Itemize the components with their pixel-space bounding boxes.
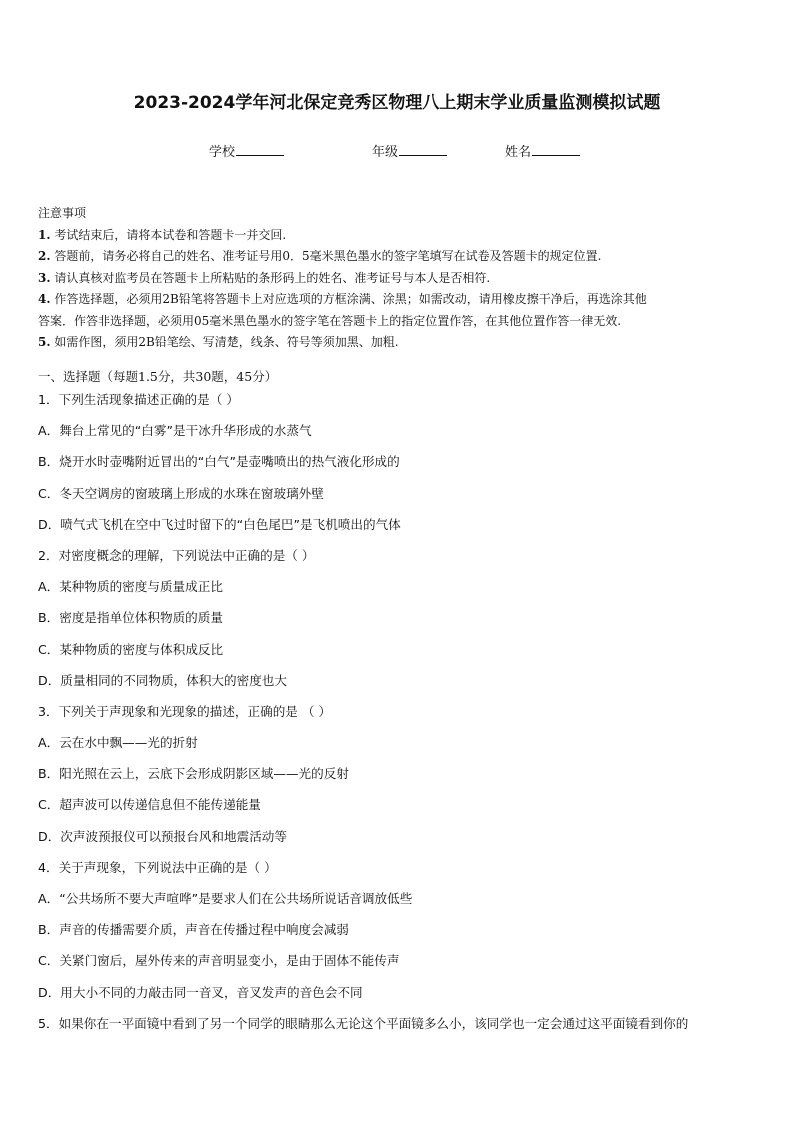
section-title: 一、选择题（每题1.5分，共30题，45分） <box>38 369 278 384</box>
option-a: A．云在水中飘——光的折射 <box>38 735 198 751</box>
option-d: D．用大小不同的力敲击同一音叉，音叉发声的音色会不同 <box>38 984 363 1000</box>
school-blank <box>236 143 284 156</box>
option-b: B．密度是指单位体积物质的质量 <box>38 610 223 626</box>
question-stem: 5．如果你在一平面镜中看到了另一个同学的眼睛那么无论这个平面镜多么小，该同学也一定会通过这平面镜看到你的 <box>38 1015 689 1031</box>
grade-field <box>372 141 447 160</box>
notice-item-4: 4. 作答选择题，必须用2B铅笔将答题卡上对应选项的方框涂满、涂黑；如需改动，请用橡皮擦干净后，再选涂其他 <box>38 292 647 306</box>
questions-section <box>38 367 760 1045</box>
name-field <box>505 141 580 160</box>
question-stem: 1．下列生活现象描述正确的是（ ） <box>38 392 239 407</box>
question-stem: 4．关于声现象，下列说法中正确的是（ ） <box>38 859 277 875</box>
grade-blank <box>399 143 447 156</box>
option-a: A．舞台上常见的“白雾”是干冰升华形成的水蒸气 <box>38 423 312 439</box>
option-a: A．某种物质的密度与质量成正比 <box>38 579 223 595</box>
school-field <box>209 141 284 160</box>
name-blank <box>532 143 580 156</box>
notice-heading: 注意事项 <box>38 206 87 220</box>
notice-item-2: 2. 答题前，请务必将自己的姓名、准考证号用0．5毫米黑色墨水的签字笔填写在试卷及答题卡的规定位置. <box>38 249 602 263</box>
option-c: C．超声波可以传递信息但不能传递能量 <box>38 797 261 813</box>
option-d: D．喷气式飞机在空中飞过时留下的“白色尾巴”是飞机喷出的气体 <box>38 516 401 532</box>
grade-label: 年级 <box>372 145 399 160</box>
option-c: C．某种物质的密度与体积成反比 <box>38 641 224 657</box>
option-a: A．“公共场所不要大声喧哗”是要求人们在公共场所说话音调放低些 <box>38 891 413 906</box>
exam-title: 2023-2024学年河北保定竞秀区物理八上期末学业质量监测模拟试题 <box>133 93 661 113</box>
option-b: B．烧开水时壶嘴附近冒出的“白气”是壶嘴喷出的热气液化形成的 <box>38 454 400 470</box>
question-stem: 3．下列关于声现象和光现象的描述，正确的是 （ ） <box>38 703 332 719</box>
school-label: 学校 <box>209 145 236 160</box>
option-c: C．关紧门窗后，屋外传来的声音明显变小，是由于固体不能传声 <box>38 953 400 969</box>
option-d: D．质量相同的不同物质，体积大的密度也大 <box>38 672 287 688</box>
notice-item-1: 1. 考试结束后，请将本试卷和答题卡一并交回. <box>38 227 287 242</box>
notice-section <box>38 203 760 354</box>
option-d: D．次声波预报仪可以预报台风和地震活动等 <box>38 828 287 844</box>
notice-item-5: 5. 如需作图，须用2B铅笔绘、写清楚，线条、符号等须加黑、加粗. <box>38 335 399 349</box>
option-b: B．声音的传播需要介质，声音在传播过程中响度会减弱 <box>38 922 349 938</box>
option-b: B．阳光照在云上，云底下会形成阴影区域——光的反射 <box>38 766 349 782</box>
notice-item-4-continued: 答案．作答非选择题，必须用05毫米黑色墨水的签字笔在答题卡上的指定位置作答，在其他位置作答一律无效. <box>38 313 622 328</box>
question-stem: 2．对密度概念的理解，下列说法中正确的是（ ） <box>38 547 315 563</box>
notice-item-3: 3. 请认真核对监考员在答题卡上所粘贴的条形码上的姓名、准考证号与本人是否相符. <box>38 270 491 285</box>
name-label: 姓名 <box>505 145 532 160</box>
option-c: C．冬天空调房的窗玻璃上形成的水珠在窗玻璃外壁 <box>38 485 324 501</box>
